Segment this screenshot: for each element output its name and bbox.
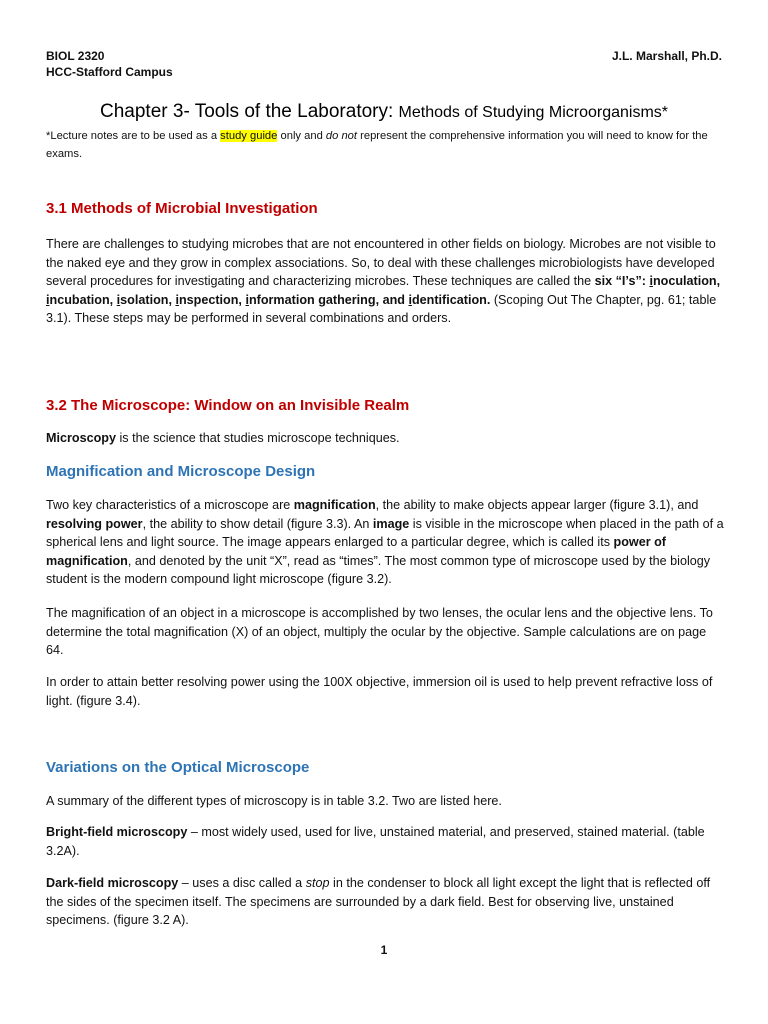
step-inoculation: noculation,	[652, 274, 721, 289]
paragraph-text: (Scoping Out The Chapter, pg. 61; table 3.1). These steps may be performed in several combinations and orders.	[46, 292, 717, 326]
magnification-paragraph-3: In order to attain better resolving power using the 100X objective, immersion oil is used to help prevent refractive loss of light. (figure 3.4).	[46, 675, 713, 708]
paragraph-text: – most widely used, used for live, unstained material, and preserved, stained material. (table 3.2A).	[46, 825, 705, 858]
step-identification: dentification.	[411, 292, 491, 307]
note-text: *Lecture notes are to be used as a	[46, 130, 221, 142]
letter-i: i	[46, 292, 50, 307]
step-isolation: solation,	[120, 292, 176, 307]
variations-intro: A summary of the different types of microscopy is in table 3.2. Two are listed here.	[46, 794, 502, 808]
course-code: BIOL 2320	[46, 49, 105, 63]
dark-field-paragraph	[46, 874, 726, 930]
bright-field-term: Bright-field microscopy	[46, 825, 188, 839]
magnification-paragraph-2: The magnification of an object in a microscope is accomplished by two lenses, the ocular lens and the objective lens. To determine the total magnification (X) of an object, multiply the ocular by the objective. Sample calculations are on page 64.	[46, 606, 713, 658]
note-text: only and	[277, 130, 326, 142]
bright-field-paragraph	[46, 823, 726, 860]
author-name: J.L. Marshall, Ph.D.	[611, 49, 722, 63]
magnification-term: magnification	[293, 498, 376, 512]
step-inspection: nspection,	[178, 292, 246, 307]
letter-i: i	[408, 292, 412, 307]
study-guide-highlight: study guide	[220, 130, 278, 142]
dark-field-term: Dark-field microscopy	[46, 876, 179, 890]
campus-name: HCC-Stafford Campus	[46, 65, 173, 79]
letter-i: i	[649, 274, 653, 289]
section-3-1-heading: 3.1 Methods of Microbial Investigation	[46, 200, 318, 217]
chapter-title	[0, 100, 768, 125]
paragraph-text: , the ability to show detail (figure 3.3). An	[142, 516, 373, 531]
magnification-paragraph-1	[46, 496, 726, 589]
image-term: image	[372, 516, 410, 531]
letter-i: i	[245, 292, 249, 307]
step-information-gathering: nformation gathering, and	[248, 292, 409, 307]
section-3-1-paragraph	[46, 235, 726, 328]
paragraph-text: There are challenges to studying microbes that are not encountered in other fields on biology. Microbes are not visible to the naked eye and they grow in complex associations. So, to deal with these challenges microbiologists have developed several procedures for investigating and characterizing microbes. These techniques are called the	[46, 237, 716, 289]
section-3-2-heading: 3.2 The Microscope: Window on an Invisible Realm	[46, 397, 410, 414]
step-incubation: ncubation,	[49, 292, 117, 307]
paragraph-text: – uses a disc called a	[178, 876, 306, 890]
page-number: 1	[380, 943, 388, 957]
microscopy-definition	[46, 429, 726, 448]
paragraph-text: is the science that studies microscope techniques.	[116, 431, 400, 445]
chapter-title-main: Chapter 3- Tools of the Laboratory:	[100, 101, 399, 122]
power-of-magnification-term: power of magnification	[46, 535, 666, 568]
letter-i: i	[175, 292, 179, 307]
paragraph-text: , the ability to make objects appear larger (figure 3.1), and	[375, 498, 699, 512]
note-text: represent the comprehensive information you will need to know for the exams.	[46, 130, 708, 160]
paragraph-text: in the condenser to block all light except the light that is reflected off the sides of the specimen itself. The specimens are surrounded by a dark field. Best for observing live, unstained specimens. (figure 3.2 A).	[46, 876, 711, 928]
paragraph-text: , and denoted by the unit “X”, read as “times”. The most common type of microscope used by the biology student is the modern compound light microscope (figure 3.2).	[46, 553, 711, 587]
microscopy-term: Microscopy	[46, 431, 116, 445]
disclaimer-note	[46, 127, 726, 163]
stop-term: stop	[305, 876, 330, 890]
letter-i: i	[116, 292, 121, 307]
chapter-title-sub: Methods of Studying Microorganisms*	[398, 104, 668, 121]
paragraph-text: is visible in the microscope when placed in the path of a spherical lens and light source. The image appears enlarged to a particular degree, which is called its	[46, 516, 724, 550]
magnification-heading: Magnification and Microscope Design	[46, 463, 316, 480]
six-is-term: six “I’s”:	[594, 274, 650, 289]
resolving-power-term: resolving power	[46, 516, 143, 531]
paragraph-text: Two key characteristics of a microscope are	[46, 498, 294, 512]
note-emphasis: do not	[325, 130, 358, 142]
header-left	[46, 48, 173, 80]
variations-heading: Variations on the Optical Microscope	[46, 759, 310, 776]
